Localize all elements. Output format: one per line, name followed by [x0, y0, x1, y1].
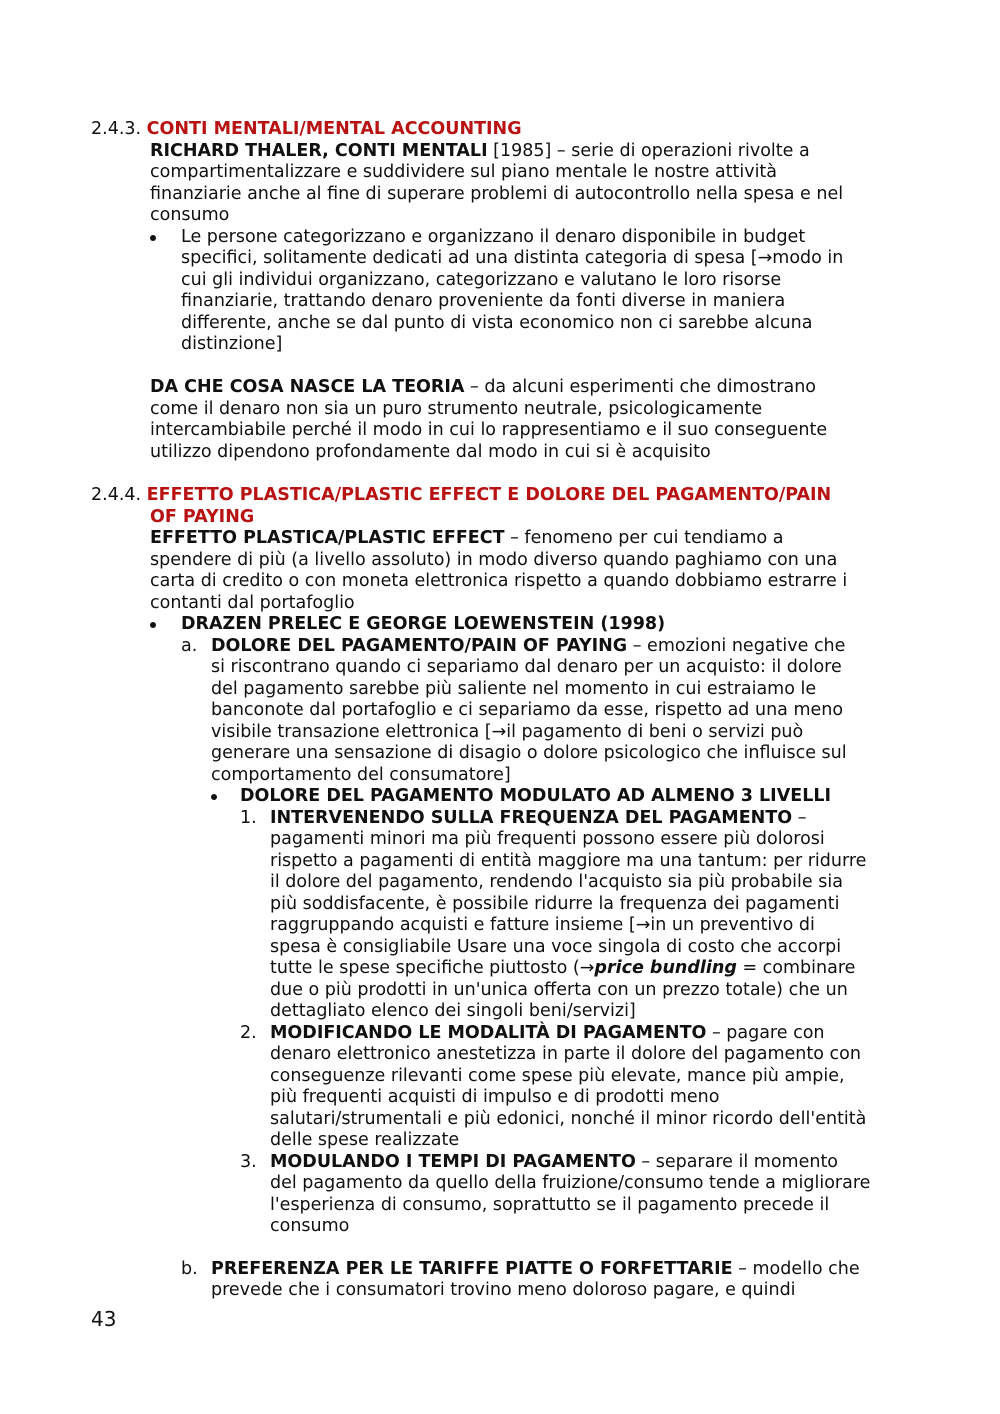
paragraph-line: due o più prodotti in un'unica offerta con un prezzo totale) che un	[270, 980, 848, 1000]
text: tutte le spese specifiche piuttosto (→	[270, 958, 595, 978]
bold-term: DOLORE DEL PAGAMENTO/PAIN OF PAYING	[211, 636, 628, 656]
paragraph-line: più soddisfacente, è possibile ridurre la frequenza dei pagamenti	[270, 894, 840, 914]
paragraph-line: delle spese realizzate	[270, 1130, 460, 1150]
levels-heading: DOLORE DEL PAGAMENTO MODULATO AD ALMENO 3 LIVELLI	[240, 786, 832, 806]
bullet-marker	[211, 794, 217, 800]
paragraph-line: spesa è consigliabile Usare una voce singola di costo che accorpi	[270, 937, 842, 957]
paragraph-line: banconote dal portafoglio e ci separiamo da esse, rispetto ad una meno	[211, 700, 844, 720]
section-title-continued: OF PAYING	[150, 507, 255, 527]
section-heading	[91, 119, 522, 141]
paragraph-line: conseguenze rilevanti come spese più elevate, mance più ampie,	[270, 1066, 845, 1086]
bold-term: PREFERENZA PER LE TARIFFE PIATTE O FORFETTARIE	[211, 1259, 733, 1279]
list-marker: b.	[181, 1259, 198, 1279]
paragraph-line: raggruppando acquisti e fatture insieme [→in un preventivo di	[270, 915, 815, 935]
paragraph-line	[211, 636, 845, 658]
list-marker: 1.	[240, 808, 257, 828]
paragraph-line: l'esperienza di consumo, soprattutto se il pagamento precede il	[270, 1195, 830, 1215]
bullet-marker	[150, 622, 156, 628]
text: = combinare	[736, 958, 856, 978]
text: [1985] – serie di operazioni rivolte a	[487, 141, 810, 161]
paragraph-line	[270, 958, 855, 980]
paragraph-line: cui gli individui organizzano, categorizzano e valutano le loro risorse	[181, 270, 782, 290]
paragraph-line	[150, 528, 784, 550]
paragraph-line: specifici, solitamente dedicati ad una distinta categoria di spesa [→modo in	[181, 248, 844, 268]
paragraph-line	[270, 808, 806, 830]
bold-italic-term: price bundling	[594, 958, 737, 978]
bold-term: DA CHE COSA NASCE LA TEORIA	[150, 377, 465, 397]
paragraph-line: finanziarie anche al fine di superare problemi di autocontrollo nella spesa e nel	[150, 184, 844, 204]
paragraph-line: denaro elettronico anestetizza in parte il dolore del pagamento con	[270, 1044, 861, 1064]
paragraph-line	[150, 141, 810, 163]
paragraph-line: più frequenti acquisti di impulso e di prodotti meno	[270, 1087, 720, 1107]
paragraph-line: generare una sensazione di disagio o dolore psicologico che influisce sul	[211, 743, 847, 763]
section-title: CONTI MENTALI/MENTAL ACCOUNTING	[146, 119, 522, 139]
paragraph-line: intercambiabile perché il modo in cui lo rappresentiamo e il suo conseguente	[150, 420, 828, 440]
paragraph-line: spendere di più (a livello assoluto) in modo diverso quando paghiamo con una	[150, 550, 838, 570]
paragraph-line: pagamenti minori ma più frequenti possono essere più dolorosi	[270, 829, 825, 849]
paragraph-line: il dolore del pagamento, rendendo l'acquisto sia più probabile sia	[270, 872, 843, 892]
paragraph-line: del pagamento da quello della fruizione/consumo tende a migliorare	[270, 1173, 871, 1193]
text: – separare il momento	[635, 1152, 839, 1172]
section-number: 2.4.3.	[91, 119, 142, 139]
bold-term: INTERVENENDO SULLA FREQUENZA DEL PAGAMENTO	[270, 808, 793, 828]
page-number: 43	[91, 1307, 117, 1331]
paragraph-line: contanti dal portafoglio	[150, 593, 355, 613]
paragraph-line: prevede che i consumatori trovino meno doloroso pagare, e quindi	[211, 1280, 796, 1300]
list-marker: 3.	[240, 1152, 257, 1172]
text: –	[792, 808, 807, 828]
bullet-marker	[150, 235, 156, 241]
authors-heading: DRAZEN PRELEC E GEORGE LOEWENSTEIN (1998)	[181, 614, 666, 634]
text: – pagare con	[706, 1023, 825, 1043]
paragraph-line: del pagamento sarebbe più saliente nel momento in cui estraiamo le	[211, 679, 817, 699]
bold-term: MODULANDO I TEMPI DI PAGAMENTO	[270, 1152, 636, 1172]
section-heading	[91, 485, 831, 507]
paragraph-line: carta di credito o con moneta elettronica rispetto a quando dobbiamo estrarre i	[150, 571, 848, 591]
paragraph-line: Le persone categorizzano e organizzano il denaro disponibile in budget	[181, 227, 806, 247]
list-marker: a.	[181, 636, 198, 656]
paragraph-line: comportamento del consumatore]	[211, 765, 511, 785]
paragraph-line	[150, 377, 816, 399]
paragraph-line	[270, 1023, 825, 1045]
list-marker: 2.	[240, 1023, 257, 1043]
paragraph-line	[211, 1259, 860, 1281]
paragraph-line: rispetto a pagamenti di entità maggiore ma una tantum: per ridurre	[270, 851, 867, 871]
paragraph-line: salutari/strumentali e più edonici, nonché il minor ricordo dell'entità	[270, 1109, 867, 1129]
paragraph-line: differente, anche se dal punto di vista economico non ci sarebbe alcuna	[181, 313, 813, 333]
bold-term: MODIFICANDO LE MODALITÀ DI PAGAMENTO	[270, 1023, 707, 1043]
bold-term: RICHARD THALER, CONTI MENTALI	[150, 141, 488, 161]
section-title: EFFETTO PLASTICA/PLASTIC EFFECT E DOLORE DEL PAGAMENTO/PAIN	[146, 485, 832, 505]
text: – da alcuni esperimenti che dimostrano	[464, 377, 816, 397]
bold-term: EFFETTO PLASTICA/PLASTIC EFFECT	[150, 528, 505, 548]
paragraph-line: dettagliato elenco dei singoli beni/servizi]	[270, 1001, 636, 1021]
paragraph-line: si riscontrano quando ci separiamo dal denaro per un acquisto: il dolore	[211, 657, 842, 677]
paragraph-line: compartimentalizzare e suddividere sul piano mentale le nostre attività	[150, 162, 778, 182]
text: – fenomeno per cui tendiamo a	[504, 528, 784, 548]
paragraph-line: consumo	[150, 205, 230, 225]
paragraph-line: finanziarie, trattando denaro proveniente da fonti diverse in maniera	[181, 291, 786, 311]
paragraph-line: utilizzo dipendono profondamente dal modo in cui si è acquisito	[150, 442, 711, 462]
paragraph-line: come il denaro non sia un puro strumento neutrale, psicologicamente	[150, 399, 763, 419]
paragraph-line: distinzione]	[181, 334, 283, 354]
paragraph-line	[270, 1152, 838, 1174]
section-number: 2.4.4.	[91, 485, 142, 505]
paragraph-line: visibile transazione elettronica [→il pagamento di beni o servizi può	[211, 722, 804, 742]
text: – modello che	[732, 1259, 860, 1279]
paragraph-line: consumo	[270, 1216, 350, 1236]
text: – emozioni negative che	[627, 636, 846, 656]
